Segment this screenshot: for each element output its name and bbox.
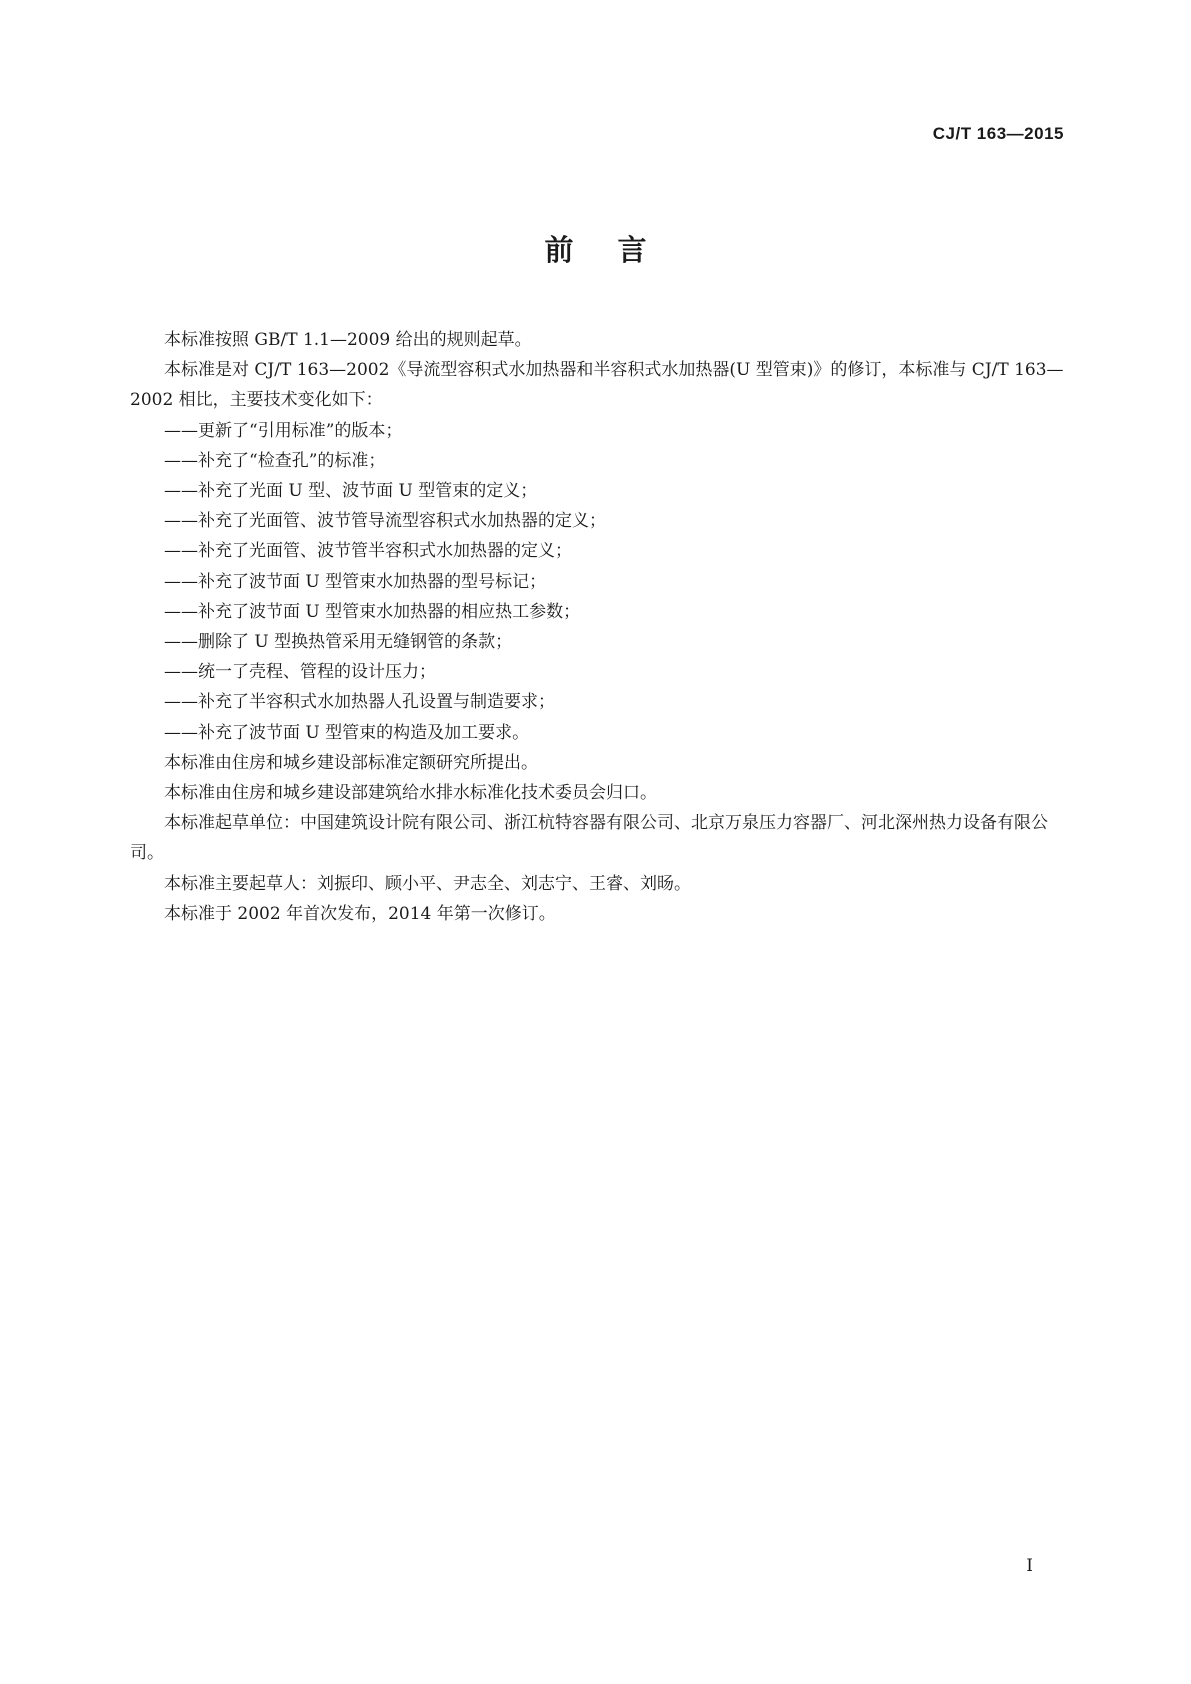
change-item: ——统一了壳程、管程的设计压力； [164,662,436,683]
paragraph-drafters: 本标准主要起草人：刘振印、顾小平、尹志全、刘志宁、王睿、刘旸。 [164,873,691,894]
change-item: ——补充了“检查孔”的标准； [164,450,386,471]
foreword-body [130,325,1065,929]
paragraph-publication-history: 本标准于 2002 年首次发布，2014 年第一次修订。 [164,903,556,924]
change-item: ——补充了光面管、波节管半容积式水加热器的定义； [164,541,572,562]
change-item: ——补充了波节面 U 型管束水加热器的型号标记； [164,571,547,592]
paragraph-drafting-units: 本标准起草单位：中国建筑设计院有限公司、浙江杭特容器有限公司、北京万泉压力容器厂、河北深州热力设备有限公司。 [130,813,1048,864]
change-item: ——补充了波节面 U 型管束水加热器的相应热工参数； [164,601,581,622]
change-item: ——补充了光面管、波节管导流型容积式水加热器的定义； [164,511,606,532]
paragraph-proposer: 本标准由住房和城乡建设部标准定额研究所提出。 [164,752,538,773]
page-number: I [1026,1556,1033,1576]
standard-number: CJ/T 163—2015 [932,124,1064,143]
change-item: ——补充了光面 U 型、波节面 U 型管束的定义； [164,481,538,502]
change-item: ——删除了 U 型换热管采用无缝钢管的条款； [164,632,513,653]
change-item: ——更新了“引用标准”的版本； [164,420,403,441]
page-title: 前言 [544,233,691,267]
paragraph-committee: 本标准由住房和城乡建设部建筑给水排水标准化技术委员会归口。 [164,783,657,804]
change-item: ——补充了半容积式水加热器人孔设置与制造要求； [164,692,555,713]
change-item: ——补充了波节面 U 型管束的构造及加工要求。 [164,722,530,743]
paragraph-drafting-rules: 本标准按照 GB/T 1.1—2009 给出的规则起草。 [164,330,532,350]
paragraph-revision-intro: 本标准是对 CJ/T 163—2002《导流型容积式水加热器和半容积式水加热器(U 型管束)》的修订，本标准与 CJ/T 163—2002 相比，主要技术变化如下： [130,360,1064,411]
